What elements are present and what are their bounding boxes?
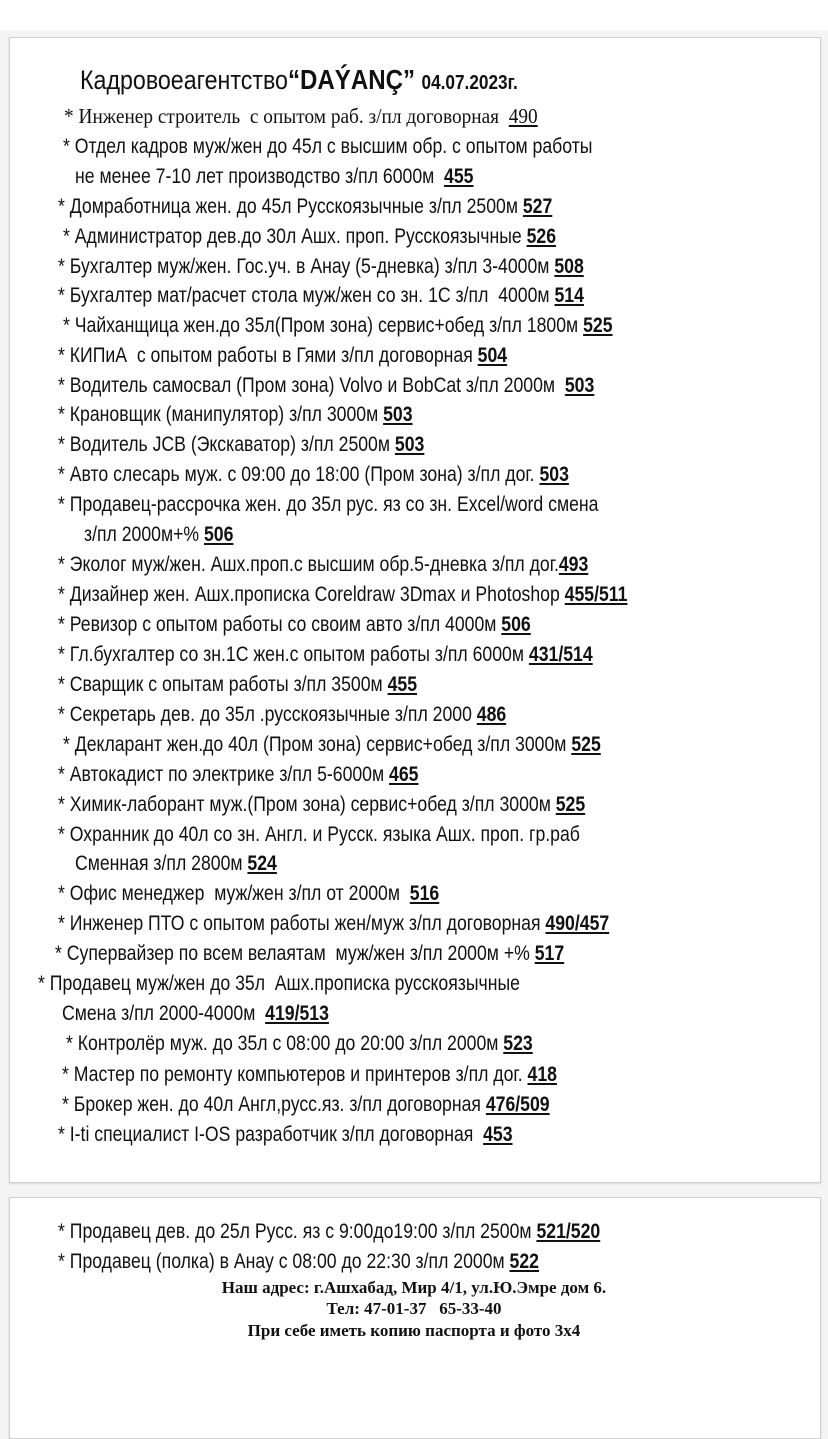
vacancy-line — [58, 613, 531, 637]
page-title — [80, 64, 518, 96]
vacancy-text: * Мастер по ремонту компьютеров и принтеров з/пл дог. — [62, 1063, 528, 1086]
vacancy-line — [58, 255, 584, 279]
vacancy-text: Смена з/пл 2000-4000м — [62, 1002, 266, 1025]
vacancy-code: 527 — [522, 195, 553, 218]
vacancy-line — [58, 912, 609, 936]
vacancy-line — [58, 553, 588, 577]
vacancy-text: * Секретарь дев. до 35л .русскоязычные з/пл 2000 — [58, 703, 477, 726]
vacancy-line — [58, 433, 424, 457]
vacancy-line — [58, 793, 585, 817]
vacancy-text: * Автокадист по электрике з/пл 5-6000м — [58, 763, 390, 786]
vacancy-text: * Дизайнер жен. Ашх.прописка Coreldraw 3Dmax и Photoshop — [58, 583, 565, 606]
vacancy-code: 476/509 — [485, 1093, 550, 1116]
vacancy-line — [58, 463, 569, 487]
vacancy-code: 516 — [409, 882, 440, 905]
vacancy-text: Сменная з/пл 2800м — [75, 852, 248, 875]
vacancy-line — [58, 195, 552, 219]
vacancy-code: 453 — [483, 1123, 513, 1146]
vacancy-line — [63, 135, 592, 159]
brand-name: “DAÝANÇ” — [287, 64, 416, 95]
vacancy-line — [58, 1250, 539, 1274]
vacancy-text: * Инженер строитель с опытом раб. з/пл договорная — [64, 104, 509, 128]
vacancy-text: * Продавец дев. до 25л Русс. яз с 9:00до19:00 з/пл 2500м — [58, 1220, 537, 1243]
vacancy-code: 508 — [554, 255, 584, 278]
vacancy-line — [64, 104, 538, 128]
vacancy-line — [62, 1063, 557, 1087]
vacancy-line — [58, 403, 413, 427]
vacancy-line — [58, 374, 594, 398]
vacancy-text: * Продавец муж/жен до 35л Ашх.прописка русскоязычные — [38, 972, 520, 995]
vacancy-line — [63, 225, 556, 249]
vacancy-code: 506 — [204, 523, 234, 546]
vacancy-text: * Брокер жен. до 40л Англ,русс.яз. з/пл договорная — [62, 1093, 486, 1116]
vacancy-code: 504 — [477, 344, 508, 367]
vacancy-text: * Авто слесарь муж. с 09:00 до 18:00 (Пром зона) з/пл дог. — [58, 463, 540, 486]
vacancy-code: 525 — [555, 793, 586, 816]
vacancy-code: 490/457 — [545, 912, 610, 935]
vacancy-text: * Ревизор с опытом работы со своим авто з/пл 4000м — [58, 613, 502, 636]
vacancy-code: 431/514 — [528, 643, 593, 666]
vacancy-code: 526 — [526, 225, 557, 248]
vacancy-line — [66, 1032, 533, 1056]
vacancy-code: 514 — [554, 284, 584, 307]
previous-page-edge — [0, 0, 828, 30]
vacancy-line — [58, 643, 593, 667]
vacancy-text: * Продавец-рассрочка жен. до 35л рус. яз со зн. Excel/word смена — [58, 493, 599, 516]
vacancy-text: * Водитель JCB (Экскаватор) з/пл 2500м — [58, 433, 395, 456]
vacancy-code: 503 — [383, 403, 413, 426]
agency-label: Кадровоеагентство — [80, 65, 288, 95]
vacancy-line — [58, 703, 506, 727]
vacancy-line — [58, 823, 580, 847]
vacancy-text: * Водитель самосвал (Пром зона) Volvo и BobCat з/пл 2000м — [58, 374, 565, 397]
vacancy-text: * Гл.бухгалтер со зн.1С жен.с опытом работы з/пл 6000м — [58, 643, 529, 666]
vacancy-text: * I-ti специалист I-OS разработчик з/пл договорная — [58, 1123, 484, 1146]
vacancy-line — [62, 1093, 550, 1117]
vacancy-text: * Инженер ПТО с опытом работы жен/муж з/пл договорная — [58, 912, 546, 935]
vacancy-code: 503 — [564, 374, 595, 397]
vacancy-line — [58, 882, 439, 906]
vacancy-code: 486 — [476, 703, 507, 726]
vacancy-line — [58, 583, 627, 607]
vacancy-text: * Офис менеджер муж/жен з/пл от 2000м — [58, 882, 410, 905]
vacancy-line — [84, 523, 233, 547]
vacancy-code: 455/511 — [564, 583, 628, 606]
vacancy-line — [63, 314, 613, 338]
vacancy-code: 503 — [394, 433, 425, 456]
vacancy-text: * Администратор дев.до 30л Ашх. проп. Русскоязычные — [63, 225, 527, 248]
vacancy-code: 419/513 — [265, 1002, 329, 1025]
vacancy-line — [75, 165, 474, 189]
vacancy-line — [75, 852, 277, 876]
vacancy-line — [58, 673, 417, 697]
vacancy-text: * Химик-лаборант муж.(Пром зона) сервис+обед з/пл 3000м — [58, 793, 556, 816]
footer-address: Наш адрес: г.Ашхабад, Мир 4/1, ул.Ю.Эмре дом 6. — [221, 1278, 607, 1297]
vacancy-text: * Декларант жен.до 40л (Пром зона) сервис+обед з/пл 3000м — [63, 733, 572, 756]
vacancy-line — [38, 972, 520, 996]
vacancy-line — [58, 763, 418, 787]
vacancy-line — [55, 942, 564, 966]
vacancy-code: 525 — [571, 733, 601, 756]
vacancy-code: 493 — [558, 553, 589, 576]
vacancy-line — [62, 1002, 329, 1026]
vacancy-text: * Супервайзер по всем велаятам муж/жен з/пл 2000м +% — [55, 942, 535, 965]
vacancy-text: * Сварщик с опытам работы з/пл 3500м — [58, 673, 388, 696]
vacancy-code: 506 — [501, 613, 531, 636]
vacancy-text: * Домработница жен. до 45л Русскоязычные з/пл 2500м — [58, 195, 523, 218]
vacancy-line — [63, 733, 601, 757]
vacancy-code: 455 — [387, 673, 418, 696]
vacancy-code: 418 — [527, 1063, 557, 1086]
footer-phone: Тел: 47-01-37 65-33-40 — [326, 1299, 502, 1318]
vacancy-code: 524 — [247, 852, 277, 875]
footer-note: При себе иметь копию паспорта и фото 3х4 — [247, 1321, 581, 1340]
vacancy-text: не менее 7-10 лет производство з/пл 6000м — [75, 165, 445, 188]
vacancy-text: * Чайханщица жен.до 35л(Пром зона) сервис+обед з/пл 1800м — [63, 314, 584, 337]
vacancy-text: * Бухгалтер муж/жен. Гос.уч. в Анау (5-дневка) з/пл 3-4000м — [58, 255, 555, 278]
date: 04.07.2023г. — [421, 72, 518, 94]
vacancy-text: * Отдел кадров муж/жен до 45л с высшим обр. с опытом работы — [63, 135, 593, 158]
vacancy-line — [58, 493, 598, 517]
vacancy-line — [58, 1220, 600, 1244]
vacancy-line — [58, 344, 507, 368]
vacancy-code: 517 — [534, 942, 565, 965]
vacancy-code: 503 — [539, 463, 569, 486]
vacancy-line — [58, 1123, 513, 1147]
vacancy-code: 465 — [389, 763, 419, 786]
vacancy-text: * Крановщик (манипулятор) з/пл 3000м — [58, 403, 384, 426]
vacancy-text: * КИПиА с опытом работы в Гями з/пл договорная — [58, 344, 478, 367]
vacancy-code: 525 — [583, 314, 613, 337]
vacancy-text: * Охранник до 40л со зн. Англ. и Русск. языка Ашх. проп. гр.раб — [58, 823, 580, 846]
vacancy-text: * Эколог муж/жен. Ашх.проп.с высшим обр.5-дневка з/пл дог. — [58, 553, 559, 576]
vacancy-text: * Продавец (полка) в Анау с 08:00 до 22:30 з/пл 2000м — [58, 1250, 510, 1273]
vacancy-text: * Бухгалтер мат/расчет стола муж/жен со зн. 1С з/пл 4000м — [58, 284, 555, 307]
vacancy-code: 455 — [444, 165, 474, 188]
vacancy-text: * Контролёр муж. до 35л с 08:00 до 20:00 з/пл 2000м — [66, 1032, 504, 1055]
vacancy-line — [58, 284, 584, 308]
vacancy-code: 523 — [503, 1032, 533, 1055]
vacancy-code: 521/520 — [536, 1220, 601, 1243]
vacancy-code: 490 — [508, 104, 538, 128]
vacancy-code: 522 — [509, 1250, 539, 1273]
vacancy-text: з/пл 2000м+% — [84, 523, 205, 546]
